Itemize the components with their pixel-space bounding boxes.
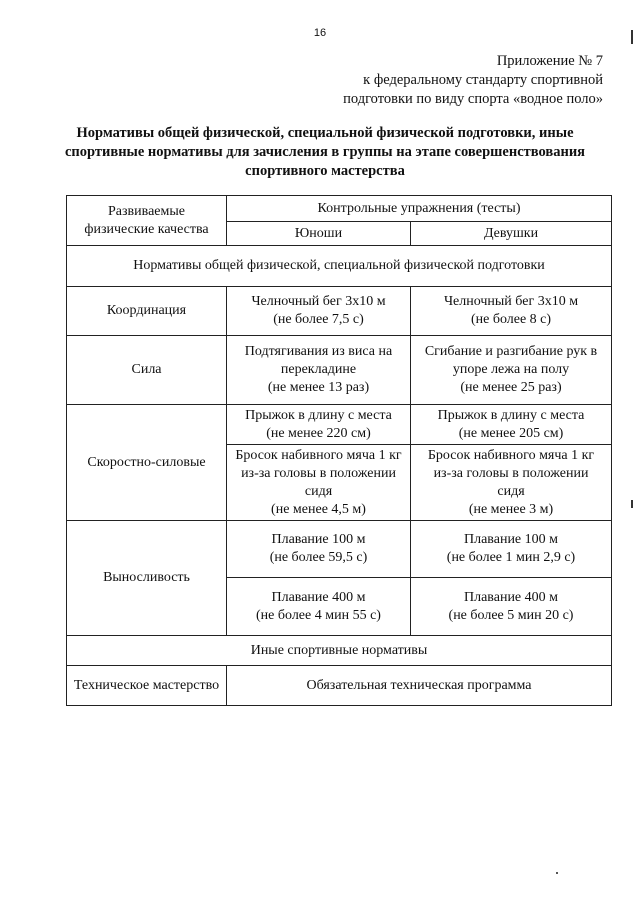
cell-line: из-за головы в положении	[241, 465, 396, 481]
cell-line: Бросок набивного мяча 1 кг	[427, 447, 595, 463]
girls-long-jump	[411, 405, 612, 445]
cell-line: (не менее 205 см)	[458, 425, 564, 441]
cell-line: сидя	[304, 483, 333, 499]
technical-program: Обязательная техническая программа	[227, 666, 612, 706]
cell-line: Плавание 400 м	[271, 589, 366, 605]
quality-technical: Техническое мастерство	[67, 666, 227, 706]
header-girls-cell: Девушки	[411, 222, 612, 246]
cell-line: Плавание 400 м	[464, 589, 559, 605]
appendix-header	[343, 52, 603, 109]
table-header-row	[67, 196, 612, 222]
cell-line: сидя	[497, 483, 525, 499]
title-line: Нормативы общей физической, специальной физической подготовки, иные	[76, 125, 574, 141]
quality-coordination: Координация	[67, 287, 227, 336]
cell-line: (не менее 13 раз)	[267, 380, 370, 395]
appendix-line: к федеральному стандарту спортивной	[363, 72, 603, 88]
title-line: спортивного мастерства	[245, 163, 405, 179]
cell-line: Прыжок в длину с места	[245, 407, 392, 423]
cell-line: Бросок набивного мяча 1 кг	[235, 447, 402, 463]
girls-shuttle-run	[411, 287, 612, 336]
cell-line: Сгибание и разгибание рук в	[424, 344, 598, 359]
boys-swim-100	[227, 521, 411, 578]
cell-line: (не более 4 мин 55 с)	[256, 607, 381, 623]
appendix-line: Приложение № 7	[496, 53, 603, 69]
title-line: спортивные нормативы для зачисления в группы на этапе совершенствования	[64, 144, 586, 160]
table-row	[67, 666, 612, 706]
cell-line: (не менее 4,5 м)	[271, 501, 366, 517]
cell-line: (не менее 3 м)	[468, 501, 554, 517]
section-general-physical: Нормативы общей физической, специальной физической подготовки	[67, 246, 612, 287]
header-qualities-line: физические качества	[84, 221, 209, 237]
girls-swim-400	[411, 578, 612, 636]
header-qualities-line: Развиваемые	[108, 203, 185, 219]
cell-line: (не более 7,5 с)	[273, 312, 364, 327]
cell-line: упоре лежа на полу	[452, 362, 570, 377]
boys-swim-400	[227, 578, 411, 636]
cell-line: Плавание 100 м	[271, 532, 366, 547]
quality-speed-strength: Скоростно-силовые	[67, 405, 227, 521]
table-row	[67, 405, 612, 445]
section-other-standards: Иные спортивные нормативы	[67, 636, 612, 666]
cell-line: (не более 59,5 с)	[269, 550, 368, 565]
cell-line: (не менее 220 см)	[266, 425, 371, 441]
table-row	[67, 521, 612, 578]
scan-mark	[631, 500, 633, 508]
cell-line: (не более 8 с)	[470, 312, 552, 327]
girls-swim-100	[411, 521, 612, 578]
cell-line: Челночный бег 3х10 м	[251, 294, 386, 309]
section-row	[67, 636, 612, 666]
girls-push-ups	[411, 336, 612, 405]
boys-long-jump	[227, 405, 411, 445]
standards-table	[66, 195, 612, 706]
boys-shuttle-run	[227, 287, 411, 336]
cell-line: (не более 5 мин 20 с)	[448, 607, 574, 623]
cell-line: (не менее 25 раз)	[460, 380, 562, 395]
scan-mark	[556, 872, 558, 874]
table-row	[67, 336, 612, 405]
header-boys-cell: Юноши	[227, 222, 411, 246]
cell-line: Подтягивания из виса на	[244, 344, 393, 359]
girls-ball-throw	[411, 445, 612, 521]
quality-endurance: Выносливость	[67, 521, 227, 636]
scan-mark	[631, 30, 633, 44]
table-row	[67, 287, 612, 336]
cell-line: из-за головы в положении	[433, 465, 589, 481]
cell-line: Прыжок в длину с места	[437, 407, 585, 423]
boys-ball-throw	[227, 445, 411, 521]
section-row	[67, 246, 612, 287]
page-number: 16	[313, 27, 327, 39]
cell-line: Челночный бег 3х10 м	[443, 294, 579, 309]
cell-line: перекладине	[280, 362, 357, 377]
boys-pull-ups	[227, 336, 411, 405]
document-title	[55, 124, 595, 181]
cell-line: Плавание 100 м	[464, 532, 559, 547]
header-exercises-cell: Контрольные упражнения (тесты)	[227, 196, 612, 222]
cell-line: (не более 1 мин 2,9 с)	[446, 550, 576, 565]
quality-strength: Сила	[67, 336, 227, 405]
appendix-line: подготовки по виду спорта «водное поло»	[343, 91, 603, 107]
header-qualities-cell	[67, 196, 227, 246]
